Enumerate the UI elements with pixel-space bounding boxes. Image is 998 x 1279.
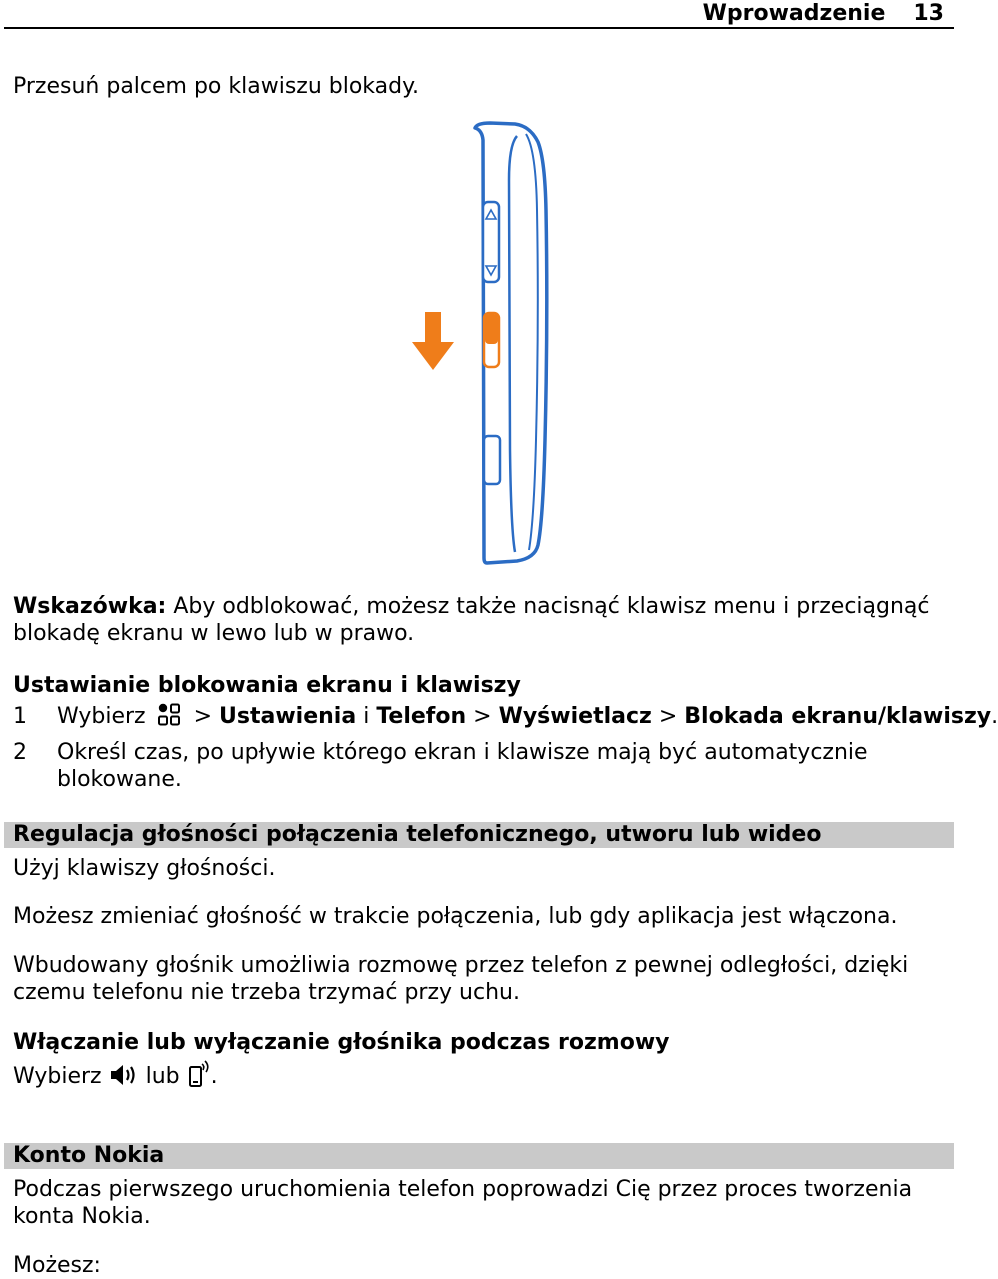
separator: > [658, 704, 678, 729]
volume-paragraph-2: Możesz zmieniać głośność w trakcie połączenia, lub gdy aplikacja jest włączona. [13, 904, 898, 929]
lock-section-heading: Ustawianie blokowania ekranu i klawiszy [13, 673, 521, 698]
period: . [991, 704, 998, 729]
nokia-paragraph-2: Możesz: [13, 1253, 101, 1278]
step-text-line-1: Określ czas, po upływie którego ekran i klawisze mają być automatycznie [57, 740, 868, 765]
intro-text: Przesuń palcem po klawiszu blokady. [13, 74, 419, 99]
header-rule [4, 27, 954, 29]
text-line: konta Nokia. [13, 1204, 151, 1229]
speaker-icon[interactable] [109, 1062, 139, 1088]
page-number: 13 [913, 1, 944, 26]
page-header [703, 0, 944, 27]
volume-paragraph-1: Użyj klawiszy głośności. [13, 856, 276, 881]
text-line: Podczas pierwszego uruchomienia telefon poprowadzi Cię przez proces tworzenia [13, 1177, 913, 1202]
step-number: 1 [13, 704, 27, 729]
period: . [210, 1064, 218, 1089]
phone-side-illustration [405, 120, 565, 570]
nokia-paragraph-1 [13, 1176, 943, 1230]
slide-down-arrow-icon [412, 312, 454, 370]
volume-section-heading: Regulacja głośności połączenia telefonicznego, utworu lub wideo [13, 822, 822, 847]
nokia-section-heading: Konto Nokia [13, 1143, 165, 1168]
step-number: 2 [13, 740, 27, 765]
step-text-line-2: blokowane. [57, 767, 182, 792]
handset-icon[interactable] [187, 1060, 211, 1088]
menu-path-phone: Telefon [376, 704, 467, 729]
camera-key [484, 436, 500, 484]
text-line: Wbudowany głośnik umożliwia rozmowę przez telefon z pewnej odległości, dzięki [13, 953, 909, 978]
tip-line-1: Aby odblokować, możesz także nacisnąć klawisz menu i przeciągnąć [173, 594, 930, 619]
speaker-section-heading: Włączanie lub wyłączanie głośnika podczas rozmowy [13, 1030, 670, 1055]
tip-label: Wskazówka: [13, 594, 167, 619]
menu-path-settings: Ustawienia [219, 704, 357, 729]
separator: > [193, 704, 213, 729]
speaker-instruction [13, 1063, 943, 1091]
instruction-text: Wybierz [13, 1064, 102, 1089]
volume-key [483, 202, 499, 282]
conjunction-text: lub [145, 1064, 180, 1089]
menu-path-lock: Blokada ekranu/klawiszy [684, 704, 992, 729]
separator: > [473, 704, 492, 729]
menu-grid-icon [157, 703, 183, 727]
tip-paragraph [13, 593, 943, 647]
phone-inner-edge [509, 136, 517, 552]
chapter-title: Wprowadzenie [702, 1, 886, 26]
text-line: czemu telefonu nie trzeba trzymać przy uchu. [13, 980, 520, 1005]
menu-path-display: Wyświetlacz [498, 704, 652, 729]
step-text: Wybierz [57, 704, 146, 729]
phone-front-edge [526, 134, 538, 550]
volume-paragraph-3 [13, 952, 943, 1006]
tip-line-2: blokadę ekranu w lewo lub w prawo. [13, 621, 415, 646]
conjunction-text: i [363, 704, 370, 729]
